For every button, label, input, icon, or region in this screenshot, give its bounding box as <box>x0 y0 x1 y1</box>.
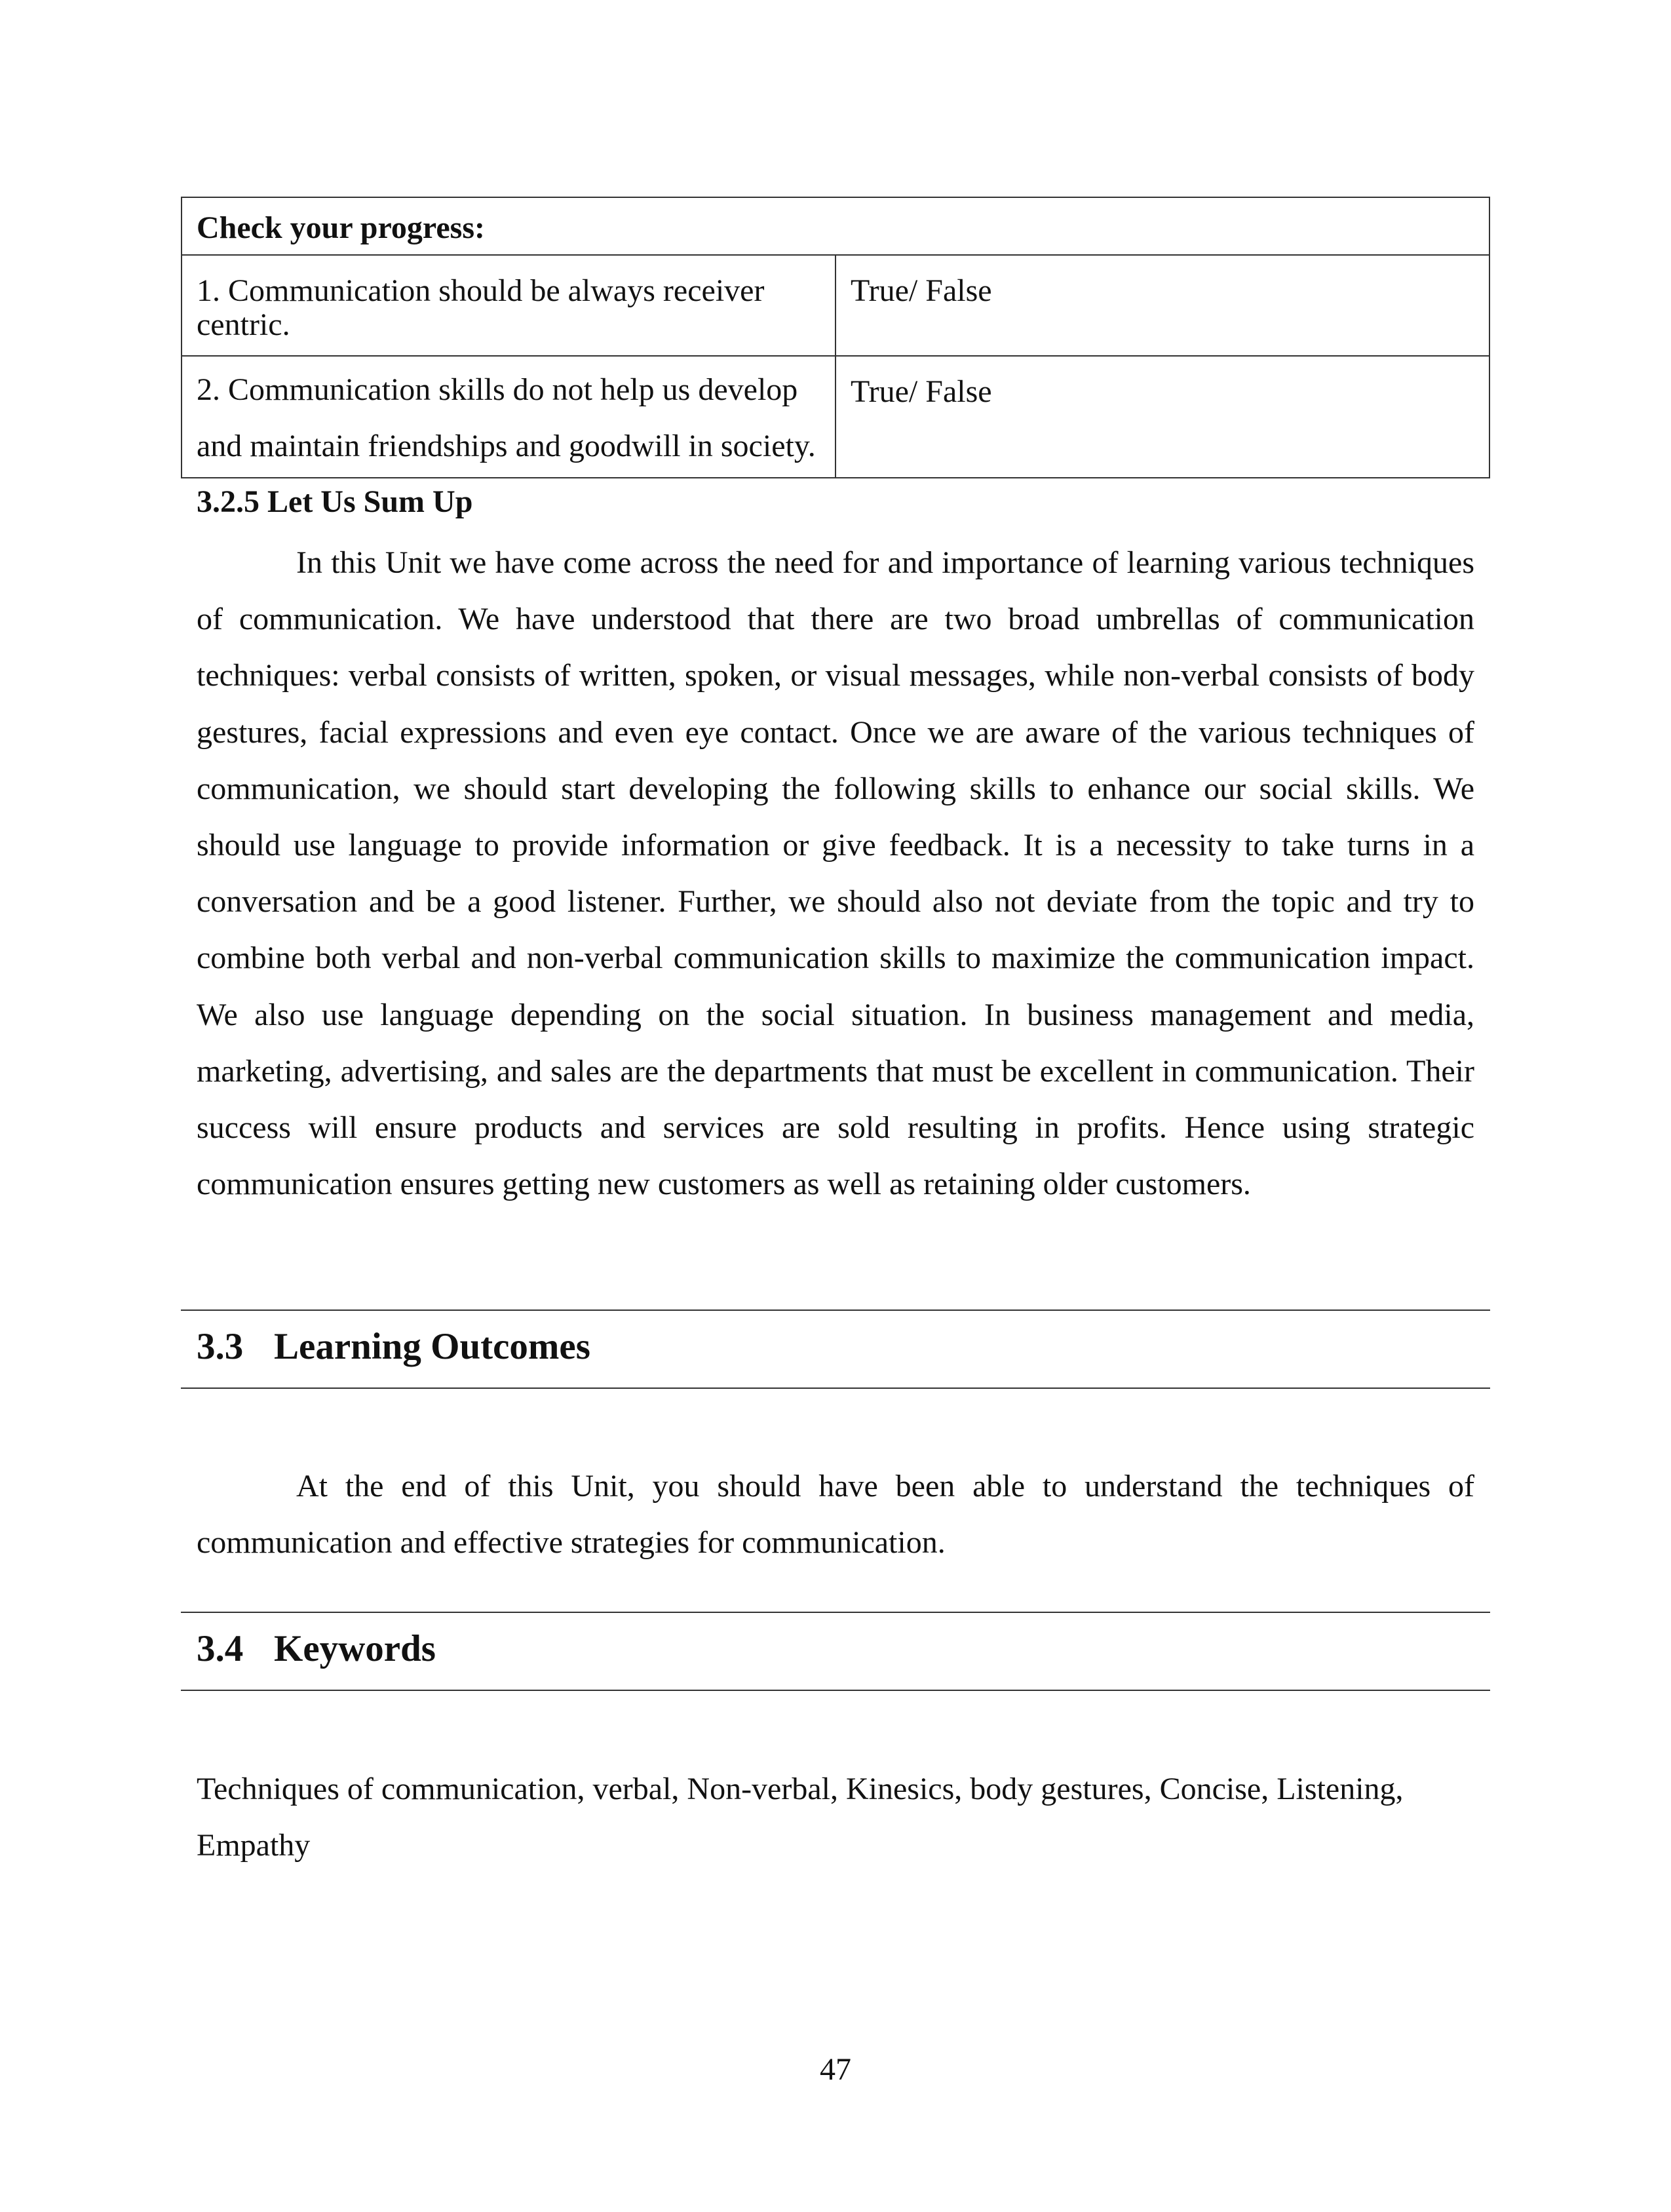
progress-answer-2: True/ False <box>836 356 1489 478</box>
sum-up-paragraph: In this Unit we have come across the need for and importance of learning various techniques of communication. We have understood that there are two broad umbrellas of communication techniques: verbal consists of written, spoken, or visual messages, while non-verbal consists of body gestures, facial expressions and even eye contact. Once we are aware of the various techniques of communication, we should start developing the following skills to enhance our social skills. We should use language to provide information or give feedback. It is a necessity to take turns in a conversation and be a good listener. Further, we should also not deviate from the topic and try to combine both verbal and non-verbal communication skills to maximize the communication impact. We also use language depending on the social situation. In business management and media, marketing, advertising, and sales are the departments that must be excellent in communication. Their success will ensure products and services are sold resulting in profits. Hence using strategic communication ensures getting new customers as well as retaining older customers. <box>197 545 1474 1202</box>
check-progress-table <box>181 197 1490 478</box>
keywords-section-heading <box>197 1627 436 1670</box>
keywords-top-rule <box>181 1612 1490 1613</box>
outcomes-paragraph: At the end of this Unit, you should have been able to understand the techniques of communication and effective strategies for communication. <box>197 1469 1474 1561</box>
page-number: 47 <box>820 2052 851 2087</box>
sum-up-heading: 3.2.5 Let Us Sum Up <box>197 484 473 519</box>
outcomes-section-number: 3.3 <box>197 1326 244 1367</box>
outcomes-section-title: Learning Outcomes <box>274 1326 590 1367</box>
check-progress-heading: Check your progress: <box>182 197 1489 255</box>
progress-answer-1: True/ False <box>836 255 1489 356</box>
keywords-section-number: 3.4 <box>197 1628 244 1669</box>
keywords-bottom-rule <box>181 1690 1490 1691</box>
outcomes-top-rule <box>181 1310 1490 1311</box>
keywords-section-title: Keywords <box>274 1628 436 1669</box>
table-header-row <box>182 197 1489 255</box>
table-row <box>182 356 1489 478</box>
table-row <box>182 255 1489 356</box>
keywords-paragraph: Techniques of communication, verbal, Non-verbal, Kinesics, body gestures, Concise, Listening, Empathy <box>197 1772 1404 1863</box>
progress-question-2: 2. Communication skills do not help us develop and maintain friendships and goodwill in society. <box>182 356 836 478</box>
progress-question-1: 1. Communication should be always receiver centric. <box>182 255 836 356</box>
outcomes-bottom-rule <box>181 1387 1490 1389</box>
outcomes-section-heading <box>197 1325 590 1368</box>
